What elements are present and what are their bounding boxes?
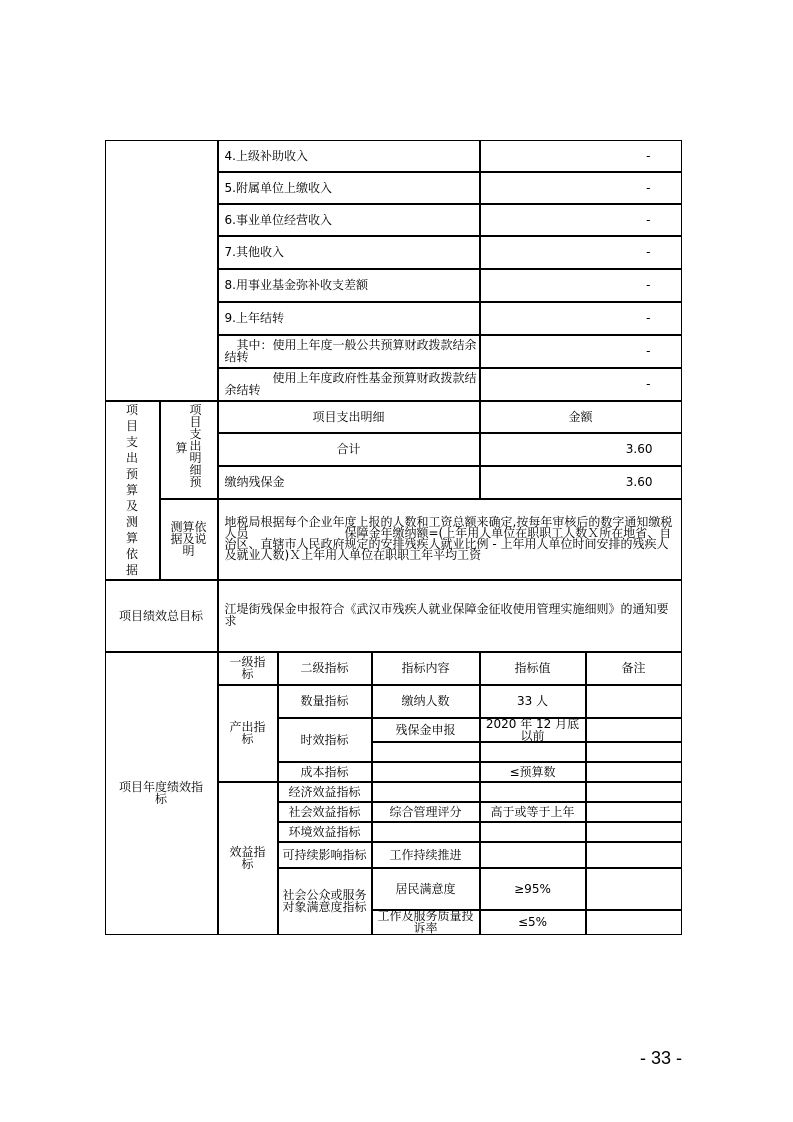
perf-value-text: 高于或等于上年 (490, 804, 575, 819)
income-row-value: - (480, 302, 682, 335)
income-row-value: - (480, 140, 682, 172)
perf-content (372, 718, 480, 742)
perf-content (372, 782, 480, 802)
basis-label-cell (160, 499, 218, 580)
perf-value (480, 868, 586, 910)
perf-content-text: 残保金申报 (395, 722, 456, 737)
header-level2: 二级指标 (278, 652, 372, 685)
income-row-label (218, 368, 480, 401)
income-row-value: - (480, 368, 682, 401)
income-row-label: 7.其他收入 (218, 236, 480, 269)
perf-level2-text: 社会公众或服务对象满意度指标 (282, 888, 367, 914)
perf-remark (586, 822, 682, 842)
perf-content-text: 缴纳人数 (401, 694, 450, 708)
perf-level2-text: 数量指标 (300, 694, 349, 708)
perf-level2-text: 可持续影响指标 (282, 847, 367, 862)
basis-label: 测算依据及说明 (170, 520, 207, 558)
perf-level2 (278, 762, 372, 782)
header-level1 (218, 652, 278, 685)
header-remark: 备注 (586, 652, 682, 685)
income-row-label-text: 其中：使用上年度一般公共预算财政拨款结余结转 (224, 338, 477, 364)
perf-remark (586, 762, 682, 782)
perf-level2 (278, 842, 372, 868)
perf-level2 (278, 802, 372, 822)
perf-level2 (278, 782, 372, 802)
perf-content-text: 居民满意度 (395, 881, 456, 896)
perf-remark (586, 782, 682, 802)
perf-level2-text: 时效指标 (300, 732, 349, 747)
header-content: 指标内容 (372, 652, 480, 685)
perf-value (480, 842, 586, 868)
perf-value (480, 782, 586, 802)
income-row-label: 9.上年结转 (218, 302, 480, 335)
blank-cell (105, 140, 218, 401)
income-row-label: 8.用事业基金弥补收支差额 (218, 269, 480, 302)
perf-remark (586, 742, 682, 762)
perf-content (372, 685, 480, 718)
perf-remark (586, 718, 682, 742)
benefit-label-cell (218, 782, 278, 935)
perf-content-text: 工作及服务质量投诉率 (377, 909, 474, 935)
perf-level2 (278, 822, 372, 842)
perf-remark (586, 842, 682, 868)
income-row-value: - (480, 204, 682, 236)
perf-value-text: ≥95% (514, 881, 551, 896)
income-row-value: - (480, 172, 682, 204)
perf-level2 (278, 868, 372, 935)
budget-section-label-cell (105, 401, 160, 580)
perf-content (372, 742, 480, 762)
header-level1-text: 一级指标 (229, 655, 266, 681)
perf-value (480, 802, 586, 822)
perf-value (480, 910, 586, 935)
header-item: 项目支出明细 (218, 401, 480, 433)
detail-label-cell (160, 401, 218, 499)
perf-content (372, 842, 480, 868)
perf-value (480, 742, 586, 762)
perf-value (480, 762, 586, 782)
perf-content-text: 工作持续推进 (389, 847, 462, 862)
perf-content (372, 868, 480, 910)
basis-text: 地税局根据每个企业年度上报的人数和工资总额来确定,按每年审核后的数字通知缴税人员 保障金年缴纳额=(上年用人单位在职职工人数Ｘ所在地省、自治区、直辖市人民政府规定的安排残疾人就业比例 - 上年用人单位时间安排的残疾人及就业人数)Ｘ上年用人单位在职职工年平均工资 (218, 499, 682, 580)
page-number: - 33 - (640, 1048, 683, 1068)
income-row-value: - (480, 335, 682, 368)
perf-level2-text: 环境效益指标 (288, 824, 361, 839)
perf-level2-text: 社会效益指标 (288, 804, 361, 819)
income-row-label: 4.上级补助收入 (218, 140, 480, 172)
perf-value (480, 685, 586, 718)
perf-value (480, 718, 586, 742)
perf-value-text: ≤预算数 (509, 764, 556, 779)
income-row-label: 5.附属单位上缴收入 (218, 172, 480, 204)
total-value: 3.60 (480, 433, 682, 466)
perf-level2 (278, 718, 372, 762)
income-row-label-text: 使用上年度政府性基金预算财政拨款结余结转 (224, 371, 477, 397)
goal-label: 项目绩效总目标 (105, 580, 218, 652)
perf-level2 (278, 685, 372, 718)
perf-remark (586, 868, 682, 910)
perf-content (372, 762, 480, 782)
perf-content-text: 综合管理评分 (389, 804, 462, 819)
header-value: 指标值 (480, 652, 586, 685)
total-label: 合计 (218, 433, 480, 466)
perf-content (372, 822, 480, 842)
detail-label-extra: 算 (175, 440, 188, 455)
benefit-label: 效益指标 (229, 845, 266, 871)
perf-value-text: 2020 年 12 月底以前 (485, 716, 580, 743)
output-label-cell (218, 685, 278, 782)
income-row-value: - (480, 269, 682, 302)
header-amount: 金额 (480, 401, 682, 433)
income-row-value: - (480, 236, 682, 269)
budget-section-label: 项目支出预算及测算依据 (125, 403, 138, 577)
perf-label: 项目年度绩效指标 (118, 780, 203, 806)
income-row-label (218, 335, 480, 368)
output-label: 产出指标 (229, 720, 266, 746)
detail-label: 项目支出明细预 (189, 402, 202, 489)
perf-level2-text: 成本指标 (300, 764, 349, 779)
perf-value-text: ≤5% (517, 915, 548, 929)
perf-remark (586, 802, 682, 822)
perf-value (480, 822, 586, 842)
perf-remark (586, 685, 682, 718)
perf-content (372, 910, 480, 935)
perf-value-text: 33 人 (516, 694, 549, 708)
goal-text: 江堤街残保金申报符合《武汉市残疾人就业保障金征收使用管理实施细则》的通知要求 (218, 580, 682, 652)
income-row-label: 6.事业单位经营收入 (218, 204, 480, 236)
perf-label-cell (105, 652, 218, 935)
perf-remark (586, 910, 682, 935)
perf-content (372, 802, 480, 822)
item-value: 3.60 (480, 466, 682, 499)
perf-level2-text: 经济效益指标 (288, 784, 361, 799)
item-label: 缴纳残保金 (218, 466, 480, 499)
